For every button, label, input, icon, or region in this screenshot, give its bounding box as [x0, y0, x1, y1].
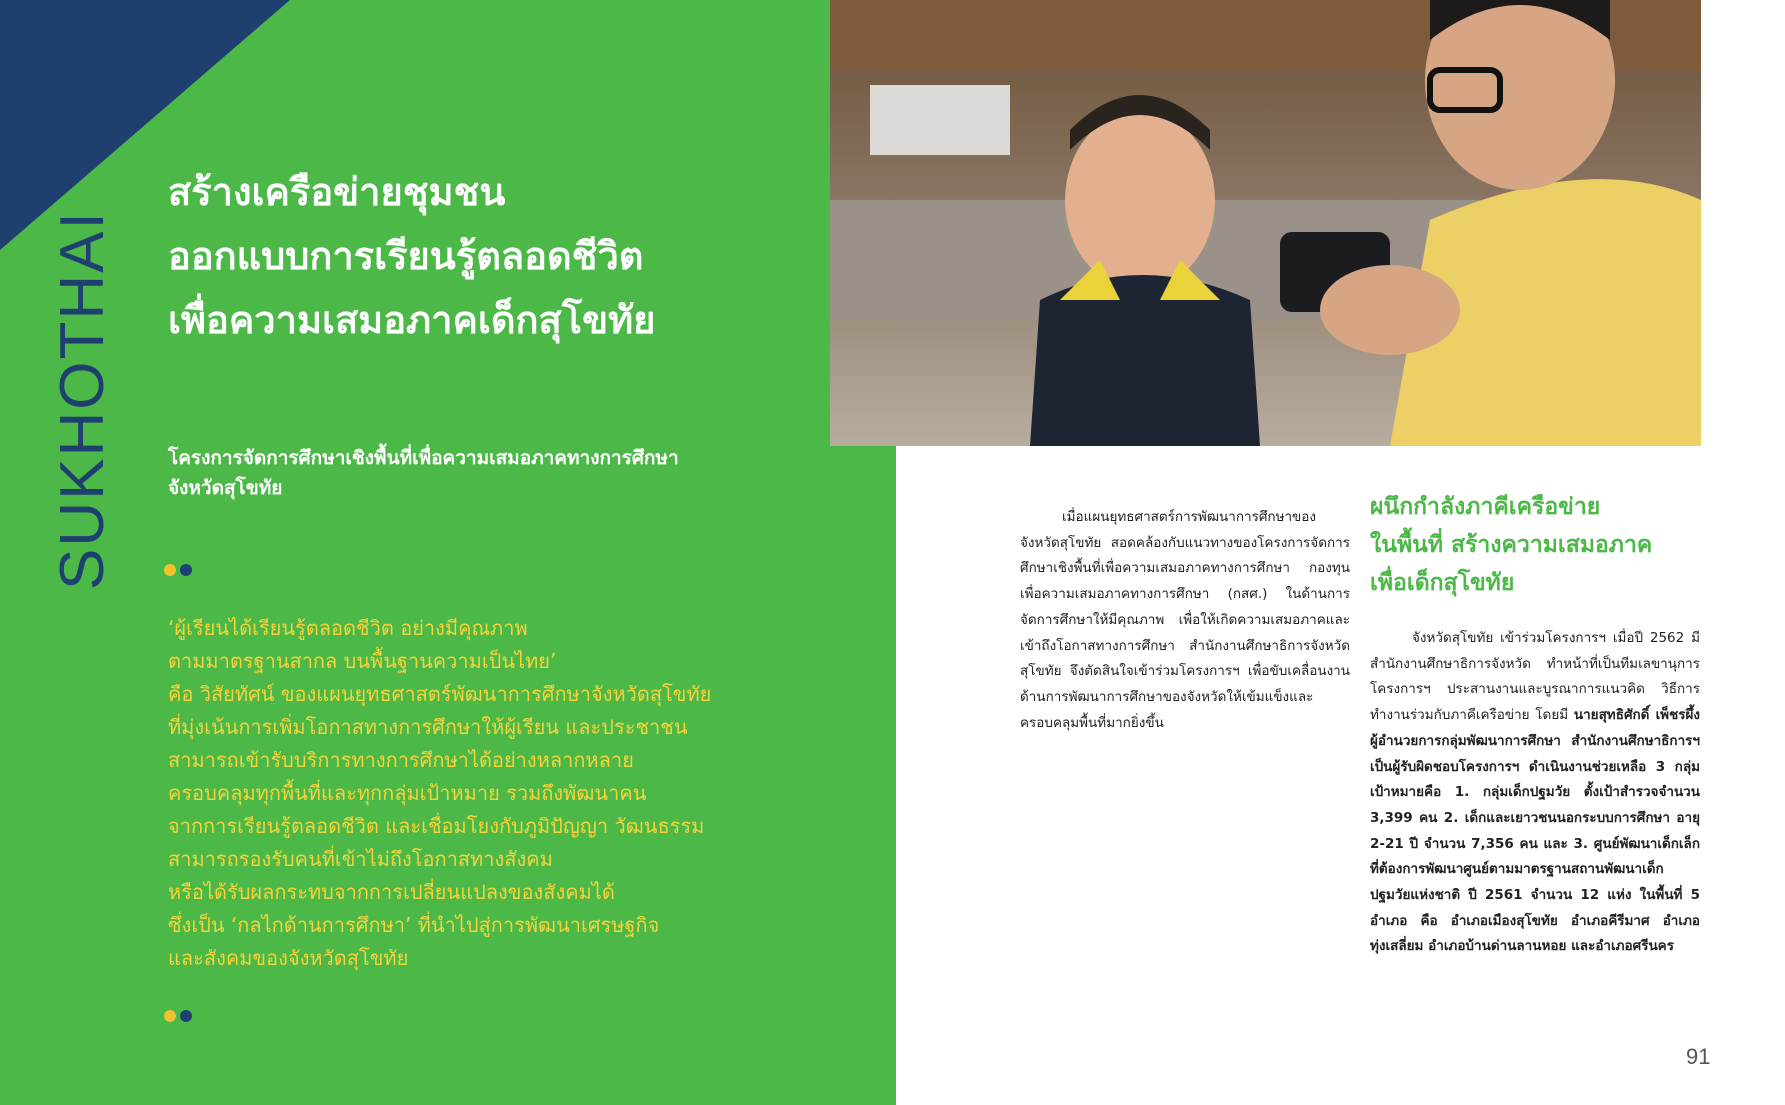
- vision-quote: [168, 612, 768, 975]
- section-heading: [1370, 488, 1700, 602]
- network-section: [1370, 488, 1700, 960]
- heading-line: ผนึกกำลังภาคีเครือข่าย: [1370, 494, 1601, 520]
- quote-line: และสังคมของจังหวัดสุโขทัย: [168, 946, 409, 970]
- decorative-dots-bottom: [164, 1010, 192, 1022]
- subtitle-line: โครงการจัดการศึกษาเชิงพื้นที่เพื่อความเสมอภาคทางการศึกษา: [168, 447, 679, 469]
- decorative-dots-top: [164, 564, 192, 576]
- heading-line: เพื่อเด็กสุโขทัย: [1370, 570, 1515, 596]
- quote-line: ครอบคลุมทุกพื้นที่และทุกกลุ่มเป้าหมาย รวมถึงพัฒนาคน: [168, 781, 647, 805]
- intro-paragraph: เมื่อแผนยุทธศาสตร์การพัฒนาการศึกษาของจังหวัดสุโขทัย สอดคล้องกับแนวทางของโครงการจัดการศึกษาเชิงพื้นที่เพื่อความเสมอภาคทางการศึกษา กองทุนเพื่อความเสมอภาคทางการศึกษา (กสศ.) ในด้านการจัดการศึกษาให้มีคุณภาพ เพื่อให้เกิดความเสมอภาคและเข้าถึงโอกาสทางการศึกษา สำนักงานศึกษาธิการจังหวัดสุโขทัย จึงตัดสินใจเข้าร่วมโครงการฯ เพื่อขับเคลื่อนงานด้านการพัฒนาการศึกษาของจังหวัดให้เข้มแข็งและครอบคลุมพื้นที่มากยิ่งขึ้น: [1020, 509, 1350, 731]
- page-number: 91: [1686, 1044, 1711, 1069]
- quote-line: คือ วิสัยทัศน์ ของแผนยุทธศาสตร์พัฒนาการศึกษาจังหวัดสุโขทัย: [168, 682, 712, 706]
- paragraph-bold: นายสุทธิศักดิ์ เพ็ชรผึ้ง ผู้อำนวยการกลุ่มพัฒนาการศึกษา สำนักงานศึกษาธิการฯ เป็นผู้รับผิดชอบโครงการฯ ดำเนินงานช่วยเหลือ 3 กลุ่มเป้าหมายคือ 1. กลุ่มเด็กปฐมวัย ตั้งเป้าสำรวจจำนวน 3,399 คน 2. เด็กและเยาวชนนอกระบบการศึกษา อายุ 2-21 ปี จำนวน 7,356 คน และ 3. ศูนย์พัฒนาเด็กเล็กที่ต้องการพัฒนาศูนย์ตามมาตรฐานสถานพัฒนาเด็กปฐมวัยแห่งชาติ ปี 2561 จำนวน 12 แห่ง ในพื้นที่ 5 อำเภอ คือ อำเภอเมืองสุโขทัย อำเภอคีรีมาศ อำเภอทุ่งเสลี่ยม อำเภอบ้านด่านลานหอย และอำเภอศรีนคร: [1370, 707, 1700, 955]
- paragraph-intro: จังหวัดสุโขทัย เข้าร่วมโครงการฯ เมื่อปี 2562 มีสำนักงานศึกษาธิการจังหวัด ทำหน้าที่เป็นทีมเลขานุการโครงการฯ ประสานงานและบูรณาการแนวคิด วิธีการทำงานร่วมกับภาคีเครือข่าย โดยมี: [1370, 630, 1700, 724]
- title-line: สร้างเครือข่ายชุมชน: [168, 170, 506, 214]
- subtitle-line: จังหวัดสุโขทัย: [168, 477, 283, 499]
- quote-line: ตามมาตรฐานสากล บนพื้นฐานความเป็นไทย’: [168, 649, 557, 673]
- main-title: [168, 160, 768, 352]
- quote-line: สามารถเข้ารับบริการทางการศึกษาได้อย่างหลากหลาย: [168, 748, 634, 772]
- heading-line: ในพื้นที่ สร้างความเสมอภาค: [1370, 532, 1653, 558]
- title-line: เพื่อความเสมอภาคเด็กสุโขทัย: [168, 298, 656, 342]
- intro-column: [1020, 505, 1350, 736]
- photo-teacher-and-child: [830, 0, 1701, 446]
- quote-line: จากการเรียนรู้ตลอดชีวิต และเชื่อมโยงกับภูมิปัญญา วัฒนธรรม: [168, 814, 705, 838]
- title-line: ออกแบบการเรียนรู้ตลอดชีวิต: [168, 234, 644, 278]
- project-subtitle: [168, 443, 768, 503]
- quote-line: ‘ผู้เรียนได้เรียนรู้ตลอดชีวิต อย่างมีคุณภาพ: [168, 616, 528, 640]
- network-paragraph: [1370, 626, 1700, 960]
- vertical-province-word: SUKHOTHAI: [48, 210, 117, 590]
- quote-line: สามารถรองรับคนที่เข้าไม่ถึงโอกาสทางสังคม: [168, 847, 553, 871]
- quote-line: ที่มุ่งเน้นการเพิ่มโอกาสทางการศึกษาให้ผู้เรียน และประชาชน: [168, 715, 688, 739]
- quote-line: หรือได้รับผลกระทบจากการเปลี่ยนแปลงของสังคมได้: [168, 880, 615, 904]
- quote-line: ซึ่งเป็น ‘กลไกด้านการศึกษา’ ที่นำไปสู่การพัฒนาเศรษฐกิจ: [168, 913, 660, 937]
